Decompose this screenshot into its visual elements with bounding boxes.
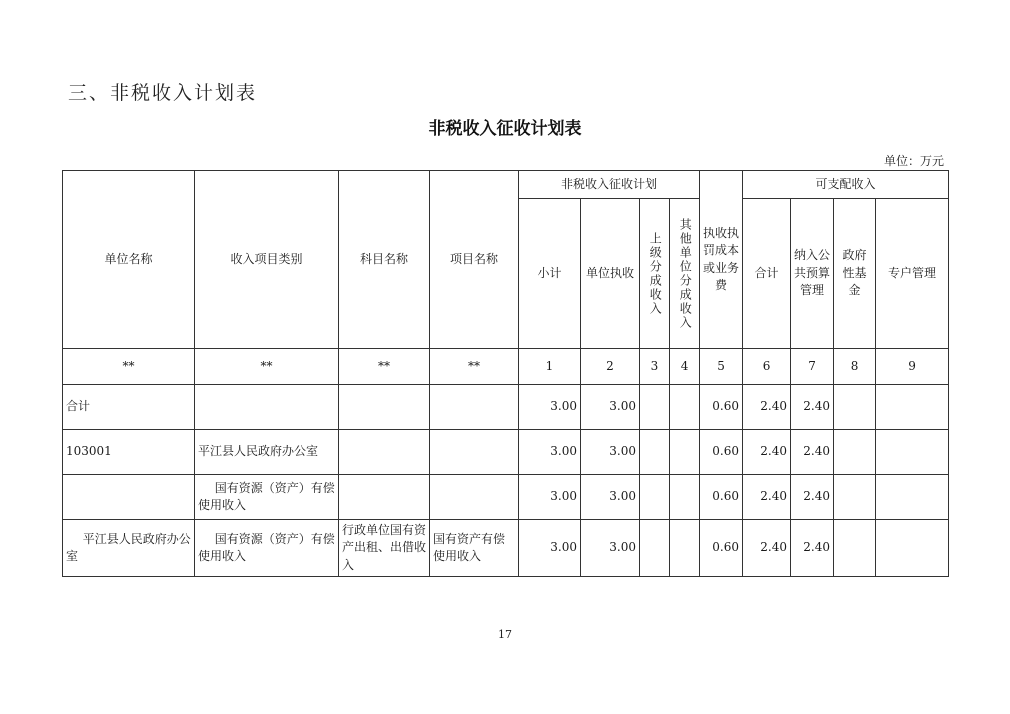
cell-project: 国有资产有偿使用收入: [430, 520, 519, 577]
header-total: 合计: [743, 199, 791, 349]
cell-subtotal: 3.00: [519, 475, 581, 520]
cell-category: [195, 385, 339, 430]
cell-category: 国有资源（资产）有偿使用收入: [195, 475, 339, 520]
cell-upper-share: [640, 520, 670, 577]
cell-upper-share: [640, 385, 670, 430]
header-project-name: 项目名称: [430, 171, 519, 349]
header-plan-group: 非税收入征收计划: [519, 171, 700, 199]
cell-unit: 合计: [63, 385, 195, 430]
header-unit-collect: 单位执收: [581, 199, 640, 349]
index-cell: 5: [700, 349, 743, 385]
cell-budget-mgmt: 2.40: [791, 520, 834, 577]
header-budget-mgmt: 纳入公共预算管理: [791, 199, 834, 349]
header-other-share: [670, 199, 700, 349]
cell-subtotal: 3.00: [519, 385, 581, 430]
cell-unit-collect: 3.00: [581, 520, 640, 577]
cell-other-share: [670, 520, 700, 577]
index-cell: 9: [876, 349, 949, 385]
index-cell: 8: [834, 349, 876, 385]
header-upper-share: [640, 199, 670, 349]
index-cell: 3: [640, 349, 670, 385]
cell-total: 2.40: [743, 385, 791, 430]
cell-enforce-cost: 0.60: [700, 520, 743, 577]
cell-gov-fund: [834, 385, 876, 430]
cell-special-acct: [876, 385, 949, 430]
cell-subject: [339, 475, 430, 520]
cell-subtotal: 3.00: [519, 430, 581, 475]
header-gov-fund: 政府性基金: [834, 199, 876, 349]
cell-project: [430, 385, 519, 430]
index-cell: 2: [581, 349, 640, 385]
cell-project: [430, 475, 519, 520]
cell-project: [430, 430, 519, 475]
table-row: [63, 475, 949, 520]
index-cell: **: [195, 349, 339, 385]
cell-other-share: [670, 430, 700, 475]
cell-enforce-cost: 0.60: [700, 430, 743, 475]
cell-subtotal: 3.00: [519, 520, 581, 577]
index-cell: **: [430, 349, 519, 385]
cell-special-acct: [876, 475, 949, 520]
cell-unit-collect: 3.00: [581, 475, 640, 520]
header-income-category: 收入项目类别: [195, 171, 339, 349]
cell-subject: [339, 430, 430, 475]
header-unit-name: 单位名称: [63, 171, 195, 349]
cell-other-share: [670, 475, 700, 520]
cell-total: 2.40: [743, 430, 791, 475]
cell-gov-fund: [834, 430, 876, 475]
document-title: 非税收入征收计划表: [428, 119, 582, 139]
cell-upper-share: [640, 430, 670, 475]
cell-enforce-cost: 0.60: [700, 385, 743, 430]
cell-unit: 平江县人民政府办公室: [63, 520, 195, 577]
cell-unit-collect: 3.00: [581, 385, 640, 430]
header-upper-share-text: 上级分成收入: [648, 231, 663, 316]
cell-special-acct: [876, 430, 949, 475]
cell-budget-mgmt: 2.40: [791, 430, 834, 475]
revenue-plan-table: [62, 170, 949, 577]
index-cell: 1: [519, 349, 581, 385]
cell-category: 国有资源（资产）有偿使用收入: [195, 520, 339, 577]
index-cell: **: [63, 349, 195, 385]
cell-budget-mgmt: 2.40: [791, 385, 834, 430]
cell-gov-fund: [834, 520, 876, 577]
cell-budget-mgmt: 2.40: [791, 475, 834, 520]
cell-unit: 103001: [63, 430, 195, 475]
index-cell: 4: [670, 349, 700, 385]
header-subject-name: 科目名称: [339, 171, 430, 349]
cell-unit: [63, 475, 195, 520]
unit-label: 单位：万元: [883, 154, 944, 168]
index-cell: 6: [743, 349, 791, 385]
cell-total: 2.40: [743, 475, 791, 520]
index-cell: **: [339, 349, 430, 385]
header-enforce-cost: 执收执罚成本或业务费: [700, 171, 743, 349]
header-other-share-text: 其他单位分成收入: [678, 217, 693, 330]
cell-upper-share: [640, 475, 670, 520]
cell-enforce-cost: 0.60: [700, 475, 743, 520]
cell-total: 2.40: [743, 520, 791, 577]
section-title: 三、非税收入计划表: [68, 82, 258, 104]
cell-category: 平江县人民政府办公室: [195, 430, 339, 475]
cell-gov-fund: [834, 475, 876, 520]
cell-other-share: [670, 385, 700, 430]
header-special-acct: 专户管理: [876, 199, 949, 349]
cell-subject: 行政单位国有资产出租、出借收入: [339, 520, 430, 577]
index-row: [63, 349, 949, 385]
cell-subject: [339, 385, 430, 430]
header-subtotal: 小计: [519, 199, 581, 349]
table-row: [63, 430, 949, 475]
table-row: [63, 385, 949, 430]
table-row: [63, 520, 949, 577]
cell-unit-collect: 3.00: [581, 430, 640, 475]
page-number: 17: [498, 628, 512, 641]
header-disposable-group: 可支配收入: [743, 171, 949, 199]
cell-special-acct: [876, 520, 949, 577]
index-cell: 7: [791, 349, 834, 385]
